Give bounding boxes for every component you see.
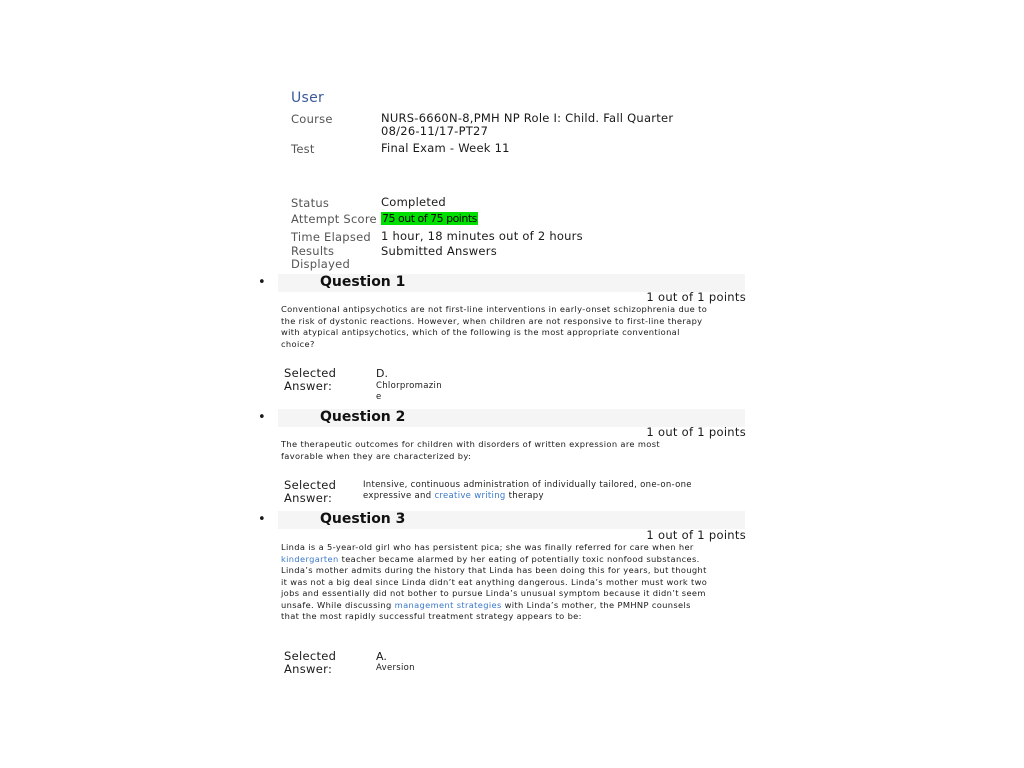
score-value: 75 out of 75 points [382, 212, 477, 225]
question-3-text [281, 542, 711, 623]
question-3-answer-letter: A. [376, 650, 387, 663]
score-label: Attempt Score [291, 212, 377, 226]
question-2-answer-text-1: Intensive, continuous administration of individually tailored, one-on-one expressive and [363, 480, 692, 501]
question-3-title: Question 3 [320, 511, 406, 527]
results-row [291, 245, 711, 273]
question-3-points: 1 out of 1 points [646, 528, 746, 542]
question-3-selected-label: Selected Answer: [284, 649, 337, 676]
status-value: Completed [381, 195, 446, 209]
elapsed-value: 1 hour, 18 minutes out of 2 hours [381, 229, 583, 243]
results-value: Submitted Answers [381, 244, 497, 258]
page-title: User [291, 90, 325, 106]
question-1-bullet: • [258, 275, 266, 290]
elapsed-row [291, 230, 711, 244]
question-2-answer-link[interactable]: creative writing [434, 491, 506, 501]
question-1-points: 1 out of 1 points [646, 290, 746, 304]
question-2-answer [363, 480, 723, 502]
question-1-answer-text: Chlorpromazine [376, 381, 442, 402]
question-3-text-1: Linda is a 5-year-old girl who has persistent pica; she was finally referred for care when her [281, 542, 694, 552]
score-row [291, 212, 711, 226]
test-value: Final Exam - Week 11 [381, 141, 510, 155]
course-value: NURS-6660N-8,PMH NP Role I: Child. Fall Quarter 08/26-11/17-PT27 [381, 111, 674, 138]
question-1-text: Conventional antipsychotics are not first-line interventions in early-onset schizophrenia due to the risk of dystonic reactions. However, when children are not responsive to first-line therapy with atypical antipsychotics, which of the following is the most appropriate conventional choice? [281, 304, 708, 349]
question-2-text: The therapeutic outcomes for children with disorders of written expression are most favorable when they are characterized by: [281, 439, 661, 461]
question-3-link-kindergarten[interactable]: kindergarten [281, 553, 339, 564]
question-3-answer-text: Aversion [376, 663, 415, 673]
question-1-title: Question 1 [320, 274, 406, 290]
score-value-wrap [381, 212, 701, 225]
question-2-bullet: • [258, 410, 266, 425]
status-row [291, 196, 711, 210]
question-3-bullet: • [258, 512, 266, 527]
question-2-answer-text-2: therapy [508, 491, 544, 501]
elapsed-label: Time Elapsed [291, 230, 371, 244]
question-3-link-management[interactable]: management strategies [394, 599, 502, 610]
test-row [291, 142, 711, 156]
course-row [291, 112, 711, 140]
test-label: Test [291, 142, 315, 156]
question-2-selected-label: Selected Answer: [284, 478, 337, 505]
course-label: Course [291, 112, 333, 126]
question-1-answer-letter: D. [376, 367, 388, 380]
question-3-text-2: teacher became alarmed by her eating of potentially toxic nonfood substances. Linda’s mother admits during the history that Linda has been doing this for years, but thought it was not a big deal since Linda didn’t eat anything dangerous. Linda’s mother must work two jobs and essentially did not bother to pursue Linda’s unusual symptom because it didn’t seem unsafe. While discussing [281, 553, 708, 610]
question-1-selected-label: Selected Answer: [284, 366, 337, 393]
question-3-text-3: with Linda’s mother, the PMHNP counsels that the most rapidly successful treatment strategy appears to be: [281, 599, 691, 621]
question-2-title: Question 2 [320, 409, 406, 425]
results-label: Results Displayed [291, 244, 351, 271]
status-label: Status [291, 196, 330, 210]
question-2-points: 1 out of 1 points [646, 425, 746, 439]
